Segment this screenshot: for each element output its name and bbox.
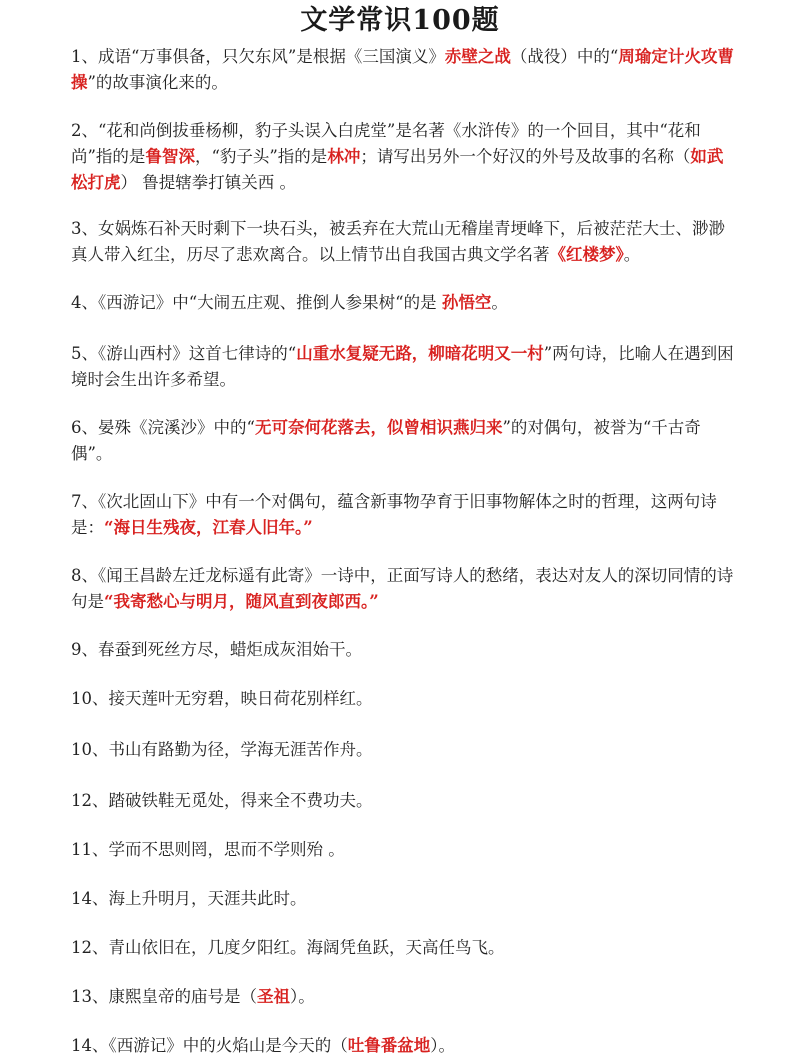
question-text: 3、女娲炼石补天时剩下一块石头，被丢弃在大荒山无稽崖青埂峰下，后被茫茫大士、渺渺真人带入红尘，历尽了悲欢离合。以上情节出自我国古典文学名著 [71,219,725,264]
question-text: ；请写出另外一个好汉的外号及故事的名称（ [360,147,691,166]
item-12 [71,788,739,814]
item-9 [71,637,739,663]
item-13 [71,837,739,863]
item-1 [71,44,739,96]
question-text: 14、海上升明月，天涯共此时。 [71,889,307,908]
answer-text: 孙悟空 [441,293,492,312]
question-text: 12、踏破铁鞋无觅处，得来全不费功夫。 [71,791,373,810]
answer-text: “我寄愁心与明月，随风直到夜郎西。” [104,592,379,611]
question-text: ”的故事演化来的。 [87,73,228,92]
question-text: ，“豹子头”指的是 [194,147,328,166]
answer-text: 鲁智深 [145,147,195,166]
question-text: 4、《西游记》中“大闹五庄观、推倒人参果树“的是 [71,293,442,312]
question-text: 1、成语“万事俱备，只欠东风”是根据《三国演义》 [71,47,445,66]
item-5 [71,341,739,393]
item-7 [71,489,739,541]
item-6 [71,415,739,467]
item-16 [71,984,739,1010]
question-text: 13、康熙皇帝的庙号是（ [71,987,257,1006]
question-text: 10、接天莲叶无穷碧，映日荷花别样红。 [71,689,373,708]
answer-text: 《红楼梦》 [549,245,624,264]
answer-text: 林冲 [327,147,361,166]
question-text: 。 [491,293,508,312]
item-8 [71,563,739,615]
item-17 [71,1033,739,1059]
question-text: 7、《次北固山下》中有一个对偶句，蕴含新事物孕育于旧事物解体之时的哲理，这两句诗是： [71,492,717,537]
answer-text: 无可奈何花落去，似曾相识燕归来 [254,418,503,437]
answer-text: 如武松打虎 [71,147,724,192]
item-4 [71,290,739,316]
item-11 [71,737,739,763]
question-text: 9、春蚕到死丝方尽，蜡炬成灰泪始干。 [71,640,362,659]
answer-text: 赤壁之战 [444,47,511,66]
question-text: 2、“花和尚倒拔垂杨柳，豹子头误入白虎堂”是名著《水浒传》的一个回目，其中“花和尚”指的是 [71,121,701,166]
question-text: 5、《游山西村》这首七律诗的“ [71,344,297,363]
item-2 [71,118,739,196]
question-text: 14、《西游记》中的火焰山是今天的（ [71,1036,348,1055]
item-3 [71,216,739,268]
item-15 [71,935,739,961]
question-text: 12、青山依旧在，几度夕阳红。海阔凭鱼跃，天高任鸟飞。 [71,938,505,957]
question-text: （战役）中的“ [510,47,619,66]
question-text: 11、学而不思则罔，思而不学则殆 。 [71,840,345,859]
answer-text: “海日生残夜，江春人旧年。” [104,518,313,537]
question-text: 。 [623,245,641,264]
question-text: ） 鲁提辖拳打镇关西 。 [120,173,296,192]
answer-text: 山重水复疑无路，柳暗花明又一村 [296,344,544,363]
question-text: ）。 [290,987,315,1006]
item-10 [71,686,739,712]
item-14 [71,886,739,912]
answer-text: 吐鲁番盆地 [347,1036,431,1055]
answer-text: 圣祖 [257,987,290,1006]
page-title: 文学常识100题 [300,5,500,36]
question-text: ”的对偶句，被誉为“千古奇偶”。 [71,418,701,463]
answer-text: 周瑜定计火攻曹操 [71,47,734,92]
question-text: 8、《闻王昌龄左迁龙标遥有此寄》一诗中，正面写诗人的愁绪，表达对友人的深切同情的诗句是 [71,566,734,611]
question-text: ）。 [430,1036,455,1055]
question-text: 6、晏殊《浣溪沙》中的“ [71,418,255,437]
question-text: ”两句诗，比喻人在遇到困境时会生出许多希望。 [71,344,734,389]
question-text: 10、书山有路勤为径，学海无涯苦作舟。 [71,740,373,759]
